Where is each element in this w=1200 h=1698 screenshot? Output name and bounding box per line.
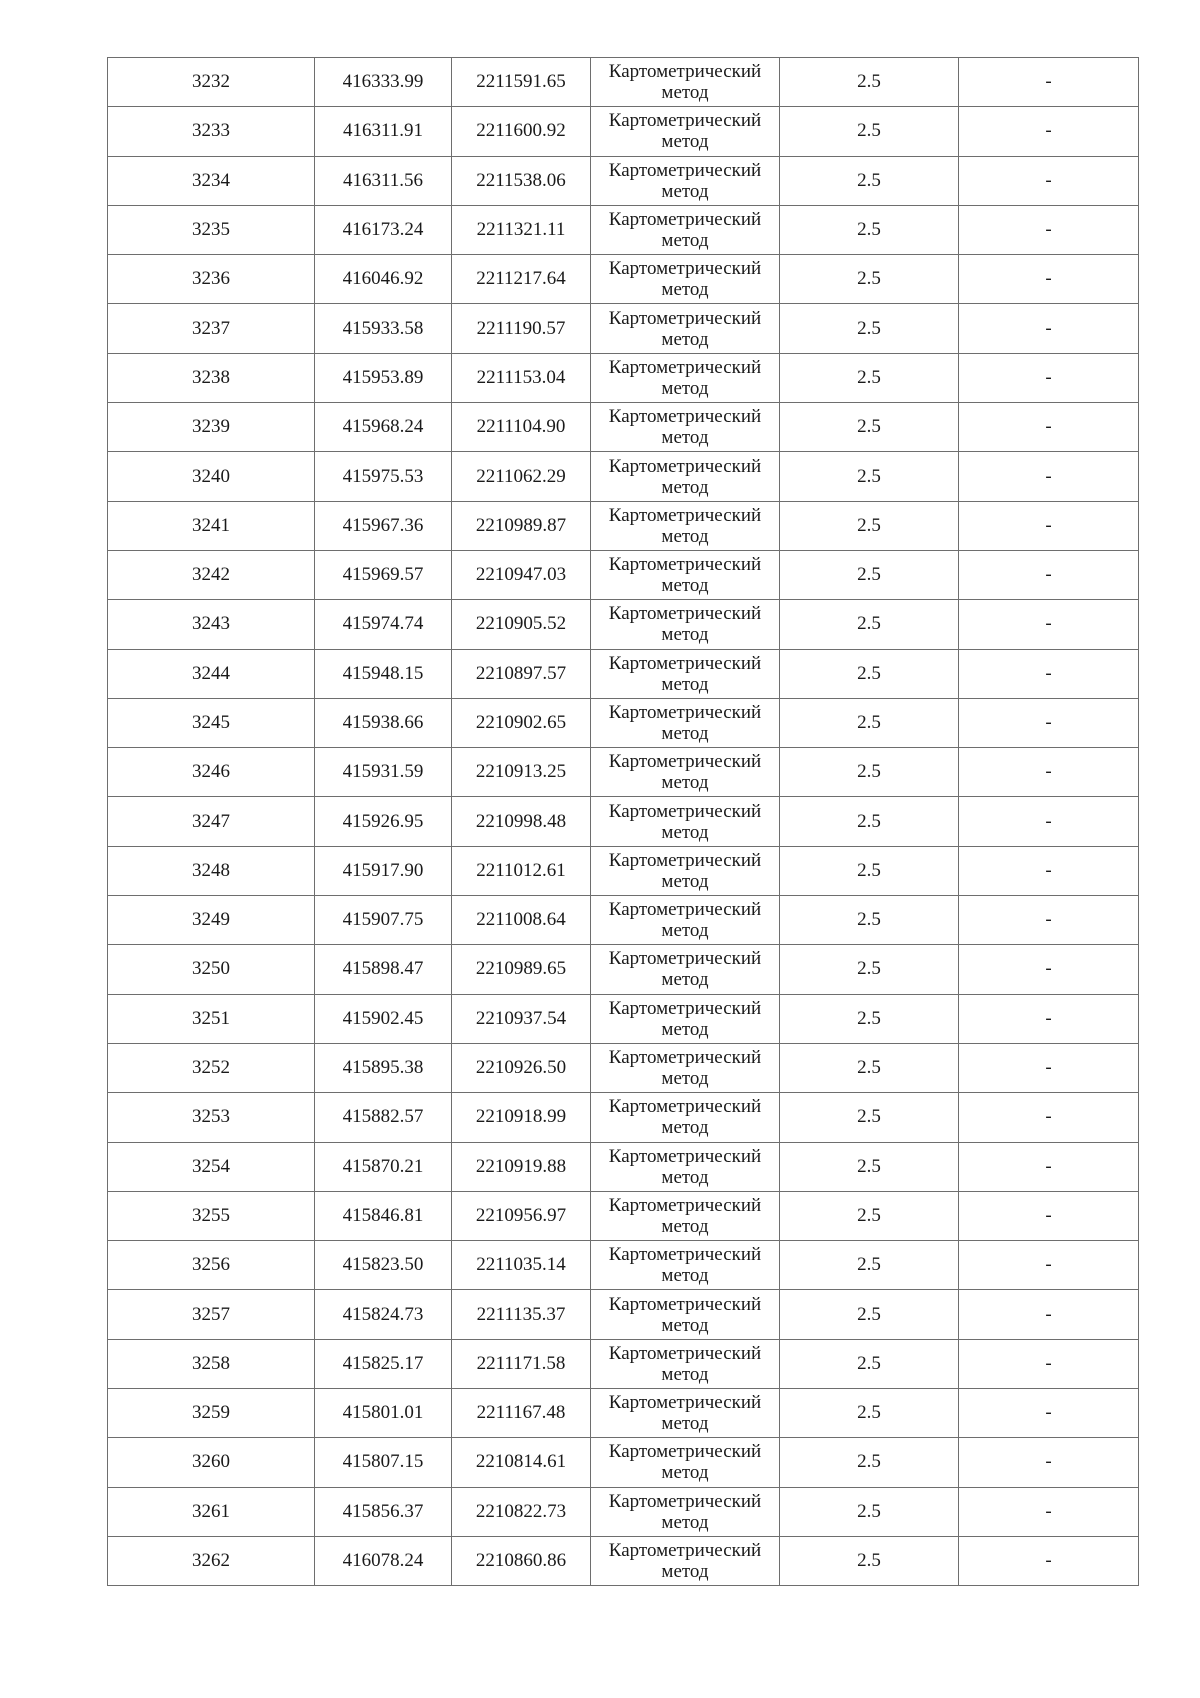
method-line-1: Картометрический — [608, 455, 762, 477]
point-number-cell: 3237 — [108, 304, 315, 353]
note-cell: - — [959, 846, 1139, 895]
note-cell: - — [959, 550, 1139, 599]
y-coordinate-cell: 2210947.03 — [452, 550, 591, 599]
point-number-cell: 3255 — [108, 1191, 315, 1240]
method-line-1: Картометрический — [608, 209, 762, 231]
table-row — [108, 156, 1139, 205]
y-coordinate-cell: 2210902.65 — [452, 698, 591, 747]
method-cell — [591, 58, 780, 107]
x-coordinate-cell: 416311.56 — [315, 156, 452, 205]
table-row — [108, 698, 1139, 747]
method-cell — [591, 1536, 780, 1585]
table-row — [108, 1438, 1139, 1487]
accuracy-cell: 2.5 — [780, 1536, 959, 1585]
accuracy-cell: 2.5 — [780, 945, 959, 994]
method-line-2: метод — [661, 525, 709, 547]
accuracy-cell: 2.5 — [780, 58, 959, 107]
point-number-cell: 3239 — [108, 403, 315, 452]
method-line-2: метод — [661, 1314, 709, 1336]
method-line-2: метод — [661, 821, 709, 843]
method-line-2: метод — [661, 624, 709, 646]
method-line-2: метод — [661, 1166, 709, 1188]
table-row — [108, 1487, 1139, 1536]
method-line-1: Картометрический — [608, 356, 762, 378]
method-line-2: метод — [661, 969, 709, 991]
x-coordinate-cell: 415856.37 — [315, 1487, 452, 1536]
method-line-1: Картометрический — [608, 406, 762, 428]
y-coordinate-cell: 2211600.92 — [452, 107, 591, 156]
table-row — [108, 452, 1139, 501]
method-line-1: Картометрический — [608, 1441, 762, 1463]
accuracy-cell: 2.5 — [780, 501, 959, 550]
method-cell — [591, 1290, 780, 1339]
note-cell: - — [959, 600, 1139, 649]
accuracy-cell: 2.5 — [780, 205, 959, 254]
y-coordinate-cell: 2210913.25 — [452, 748, 591, 797]
table-row — [108, 255, 1139, 304]
point-number-cell: 3253 — [108, 1093, 315, 1142]
accuracy-cell: 2.5 — [780, 1339, 959, 1388]
y-coordinate-cell: 2210926.50 — [452, 1043, 591, 1092]
point-number-cell: 3249 — [108, 896, 315, 945]
accuracy-cell: 2.5 — [780, 994, 959, 1043]
table-row — [108, 797, 1139, 846]
method-line-1: Картометрический — [608, 899, 762, 921]
x-coordinate-cell: 415898.47 — [315, 945, 452, 994]
x-coordinate-cell: 415824.73 — [315, 1290, 452, 1339]
method-line-2: метод — [661, 723, 709, 744]
note-cell: - — [959, 797, 1139, 846]
x-coordinate-cell: 416311.91 — [315, 107, 452, 156]
table-row — [108, 107, 1139, 156]
method-line-1: Картометрический — [608, 1194, 762, 1216]
x-coordinate-cell: 416333.99 — [315, 58, 452, 107]
method-line-1: Картометрический — [608, 307, 762, 329]
method-line-1: Картометрический — [608, 1342, 762, 1364]
x-coordinate-cell: 415948.15 — [315, 649, 452, 698]
accuracy-cell: 2.5 — [780, 649, 959, 698]
point-number-cell: 3241 — [108, 501, 315, 550]
method-cell — [591, 1389, 780, 1438]
accuracy-cell: 2.5 — [780, 1093, 959, 1142]
method-line-1: Картометрический — [608, 997, 762, 1019]
note-cell: - — [959, 255, 1139, 304]
method-cell — [591, 1142, 780, 1191]
point-number-cell: 3258 — [108, 1339, 315, 1388]
table-row — [108, 1142, 1139, 1191]
method-line-1: Картометрический — [608, 61, 762, 83]
accuracy-cell: 2.5 — [780, 1438, 959, 1487]
note-cell: - — [959, 403, 1139, 452]
method-line-1: Картометрический — [608, 258, 762, 280]
note-cell: - — [959, 1389, 1139, 1438]
method-line-1: Картометрический — [608, 159, 762, 181]
note-cell: - — [959, 58, 1139, 107]
x-coordinate-cell: 416078.24 — [315, 1536, 452, 1585]
note-cell: - — [959, 896, 1139, 945]
x-coordinate-cell: 415825.17 — [315, 1339, 452, 1388]
table-row — [108, 501, 1139, 550]
x-coordinate-cell: 415969.57 — [315, 550, 452, 599]
x-coordinate-cell: 415807.15 — [315, 1438, 452, 1487]
note-cell: - — [959, 304, 1139, 353]
x-coordinate-cell: 416046.92 — [315, 255, 452, 304]
point-number-cell: 3246 — [108, 748, 315, 797]
accuracy-cell: 2.5 — [780, 403, 959, 452]
accuracy-cell: 2.5 — [780, 107, 959, 156]
method-line-1: Картометрический — [608, 652, 762, 674]
x-coordinate-cell: 415823.50 — [315, 1241, 452, 1290]
note-cell: - — [959, 1142, 1139, 1191]
note-cell: - — [959, 205, 1139, 254]
method-cell — [591, 649, 780, 698]
y-coordinate-cell: 2210989.65 — [452, 945, 591, 994]
method-line-1: Картометрический — [608, 1540, 762, 1562]
y-coordinate-cell: 2211153.04 — [452, 353, 591, 402]
method-line-2: метод — [661, 920, 709, 942]
point-number-cell: 3254 — [108, 1142, 315, 1191]
method-cell — [591, 994, 780, 1043]
method-line-1: Картометрический — [608, 554, 762, 576]
note-cell: - — [959, 698, 1139, 747]
method-cell — [591, 255, 780, 304]
note-cell: - — [959, 1339, 1139, 1388]
x-coordinate-cell: 415902.45 — [315, 994, 452, 1043]
x-coordinate-cell: 415882.57 — [315, 1093, 452, 1142]
method-line-2: метод — [661, 1215, 709, 1237]
table-row — [108, 403, 1139, 452]
point-number-cell: 3259 — [108, 1389, 315, 1438]
method-line-1: Картометрический — [608, 948, 762, 970]
table-row — [108, 304, 1139, 353]
method-cell — [591, 1487, 780, 1536]
x-coordinate-cell: 415975.53 — [315, 452, 452, 501]
y-coordinate-cell: 2211171.58 — [452, 1339, 591, 1388]
accuracy-cell: 2.5 — [780, 698, 959, 747]
method-cell — [591, 403, 780, 452]
y-coordinate-cell: 2210860.86 — [452, 1536, 591, 1585]
method-line-1: Картометрический — [608, 702, 762, 723]
x-coordinate-cell: 415870.21 — [315, 1142, 452, 1191]
x-coordinate-cell: 415933.58 — [315, 304, 452, 353]
accuracy-cell: 2.5 — [780, 255, 959, 304]
method-line-2: метод — [661, 870, 709, 892]
accuracy-cell: 2.5 — [780, 1142, 959, 1191]
note-cell: - — [959, 1438, 1139, 1487]
method-line-1: Картометрический — [608, 1392, 762, 1414]
y-coordinate-cell: 2211217.64 — [452, 255, 591, 304]
accuracy-cell: 2.5 — [780, 846, 959, 895]
note-cell: - — [959, 945, 1139, 994]
method-line-2: метод — [661, 1265, 709, 1287]
x-coordinate-cell: 416173.24 — [315, 205, 452, 254]
y-coordinate-cell: 2211135.37 — [452, 1290, 591, 1339]
accuracy-cell: 2.5 — [780, 452, 959, 501]
method-line-1: Картометрический — [608, 800, 762, 822]
note-cell: - — [959, 649, 1139, 698]
y-coordinate-cell: 2211008.64 — [452, 896, 591, 945]
table-row — [108, 896, 1139, 945]
y-coordinate-cell: 2210937.54 — [452, 994, 591, 1043]
method-cell — [591, 1438, 780, 1487]
method-cell — [591, 945, 780, 994]
point-number-cell: 3250 — [108, 945, 315, 994]
method-cell — [591, 797, 780, 846]
method-line-2: метод — [661, 1511, 709, 1533]
note-cell: - — [959, 994, 1139, 1043]
y-coordinate-cell: 2211190.57 — [452, 304, 591, 353]
accuracy-cell: 2.5 — [780, 550, 959, 599]
y-coordinate-cell: 2210919.88 — [452, 1142, 591, 1191]
accuracy-cell: 2.5 — [780, 1043, 959, 1092]
method-line-1: Картометрический — [608, 1490, 762, 1512]
method-line-1: Картометрический — [608, 603, 762, 625]
accuracy-cell: 2.5 — [780, 1290, 959, 1339]
table-row — [108, 550, 1139, 599]
accuracy-cell: 2.5 — [780, 156, 959, 205]
table-row — [108, 1043, 1139, 1092]
x-coordinate-cell: 415907.75 — [315, 896, 452, 945]
point-number-cell: 3251 — [108, 994, 315, 1043]
table-row — [108, 1339, 1139, 1388]
method-line-2: метод — [661, 230, 709, 252]
x-coordinate-cell: 415968.24 — [315, 403, 452, 452]
method-line-2: метод — [661, 1462, 709, 1484]
table-row — [108, 945, 1139, 994]
method-line-1: Картометрический — [608, 1293, 762, 1315]
point-number-cell: 3245 — [108, 698, 315, 747]
method-cell — [591, 1191, 780, 1240]
method-cell — [591, 896, 780, 945]
method-cell — [591, 600, 780, 649]
method-line-2: метод — [661, 673, 709, 695]
method-line-1: Картометрический — [608, 1145, 762, 1167]
note-cell: - — [959, 107, 1139, 156]
note-cell: - — [959, 748, 1139, 797]
point-number-cell: 3247 — [108, 797, 315, 846]
y-coordinate-cell: 2211035.14 — [452, 1241, 591, 1290]
accuracy-cell: 2.5 — [780, 896, 959, 945]
point-number-cell: 3236 — [108, 255, 315, 304]
method-cell — [591, 156, 780, 205]
table-row — [108, 1536, 1139, 1585]
table-row — [108, 1191, 1139, 1240]
x-coordinate-cell: 415917.90 — [315, 846, 452, 895]
method-line-1: Картометрический — [608, 1096, 762, 1118]
table-row — [108, 1241, 1139, 1290]
coordinates-table-body — [108, 58, 1139, 1586]
method-cell — [591, 550, 780, 599]
y-coordinate-cell: 2211104.90 — [452, 403, 591, 452]
y-coordinate-cell: 2211167.48 — [452, 1389, 591, 1438]
x-coordinate-cell: 415953.89 — [315, 353, 452, 402]
y-coordinate-cell: 2211321.11 — [452, 205, 591, 254]
x-coordinate-cell: 415938.66 — [315, 698, 452, 747]
method-cell — [591, 107, 780, 156]
accuracy-cell: 2.5 — [780, 600, 959, 649]
y-coordinate-cell: 2210989.87 — [452, 501, 591, 550]
method-line-1: Картометрический — [608, 504, 762, 526]
y-coordinate-cell: 2211538.06 — [452, 156, 591, 205]
point-number-cell: 3252 — [108, 1043, 315, 1092]
method-line-2: метод — [661, 180, 709, 202]
method-line-1: Картометрический — [608, 1047, 762, 1069]
accuracy-cell: 2.5 — [780, 797, 959, 846]
coordinates-table — [107, 57, 1139, 1586]
method-line-2: метод — [661, 1117, 709, 1139]
method-cell — [591, 452, 780, 501]
accuracy-cell: 2.5 — [780, 1191, 959, 1240]
method-cell — [591, 846, 780, 895]
table-row — [108, 846, 1139, 895]
method-line-2: метод — [661, 1413, 709, 1435]
y-coordinate-cell: 2210814.61 — [452, 1438, 591, 1487]
table-row — [108, 58, 1139, 107]
table-row — [108, 600, 1139, 649]
accuracy-cell: 2.5 — [780, 1241, 959, 1290]
y-coordinate-cell: 2211591.65 — [452, 58, 591, 107]
method-cell — [591, 1241, 780, 1290]
y-coordinate-cell: 2211062.29 — [452, 452, 591, 501]
method-cell — [591, 698, 780, 747]
method-line-2: метод — [661, 575, 709, 597]
note-cell: - — [959, 1536, 1139, 1585]
method-cell — [591, 1339, 780, 1388]
method-cell — [591, 748, 780, 797]
point-number-cell: 3233 — [108, 107, 315, 156]
note-cell: - — [959, 1043, 1139, 1092]
point-number-cell: 3243 — [108, 600, 315, 649]
method-line-2: метод — [661, 1068, 709, 1090]
point-number-cell: 3235 — [108, 205, 315, 254]
point-number-cell: 3256 — [108, 1241, 315, 1290]
method-line-2: метод — [661, 1363, 709, 1385]
note-cell: - — [959, 1290, 1139, 1339]
method-line-2: метод — [661, 82, 709, 104]
point-number-cell: 3234 — [108, 156, 315, 205]
method-line-2: метод — [661, 1561, 709, 1583]
note-cell: - — [959, 156, 1139, 205]
x-coordinate-cell: 415974.74 — [315, 600, 452, 649]
note-cell: - — [959, 1241, 1139, 1290]
note-cell: - — [959, 1093, 1139, 1142]
method-line-1: Картометрический — [608, 1244, 762, 1266]
method-cell — [591, 353, 780, 402]
x-coordinate-cell: 415846.81 — [315, 1191, 452, 1240]
y-coordinate-cell: 2210897.57 — [452, 649, 591, 698]
x-coordinate-cell: 415801.01 — [315, 1389, 452, 1438]
note-cell: - — [959, 353, 1139, 402]
method-line-2: метод — [661, 427, 709, 449]
table-row — [108, 748, 1139, 797]
y-coordinate-cell: 2210822.73 — [452, 1487, 591, 1536]
x-coordinate-cell: 415931.59 — [315, 748, 452, 797]
method-line-2: метод — [661, 328, 709, 350]
method-cell — [591, 304, 780, 353]
table-row — [108, 649, 1139, 698]
method-line-1: Картометрический — [608, 849, 762, 871]
note-cell: - — [959, 1487, 1139, 1536]
table-row — [108, 205, 1139, 254]
method-cell — [591, 1043, 780, 1092]
accuracy-cell: 2.5 — [780, 353, 959, 402]
table-row — [108, 1093, 1139, 1142]
method-line-2: метод — [661, 279, 709, 301]
method-cell — [591, 1093, 780, 1142]
method-line-2: метод — [661, 1018, 709, 1040]
x-coordinate-cell: 415967.36 — [315, 501, 452, 550]
point-number-cell: 3238 — [108, 353, 315, 402]
method-line-2: метод — [661, 772, 709, 794]
y-coordinate-cell: 2210918.99 — [452, 1093, 591, 1142]
accuracy-cell: 2.5 — [780, 748, 959, 797]
table-row — [108, 353, 1139, 402]
note-cell: - — [959, 452, 1139, 501]
y-coordinate-cell: 2210905.52 — [452, 600, 591, 649]
x-coordinate-cell: 415926.95 — [315, 797, 452, 846]
note-cell: - — [959, 1191, 1139, 1240]
point-number-cell: 3261 — [108, 1487, 315, 1536]
accuracy-cell: 2.5 — [780, 1389, 959, 1438]
point-number-cell: 3257 — [108, 1290, 315, 1339]
point-number-cell: 3248 — [108, 846, 315, 895]
point-number-cell: 3240 — [108, 452, 315, 501]
table-row — [108, 1389, 1139, 1438]
method-line-1: Картометрический — [608, 110, 762, 132]
x-coordinate-cell: 415895.38 — [315, 1043, 452, 1092]
point-number-cell: 3262 — [108, 1536, 315, 1585]
point-number-cell: 3244 — [108, 649, 315, 698]
y-coordinate-cell: 2210956.97 — [452, 1191, 591, 1240]
point-number-cell: 3242 — [108, 550, 315, 599]
point-number-cell: 3260 — [108, 1438, 315, 1487]
method-cell — [591, 205, 780, 254]
method-cell — [591, 501, 780, 550]
method-line-2: метод — [661, 377, 709, 399]
method-line-1: Картометрический — [608, 751, 762, 773]
y-coordinate-cell: 2210998.48 — [452, 797, 591, 846]
point-number-cell: 3232 — [108, 58, 315, 107]
y-coordinate-cell: 2211012.61 — [452, 846, 591, 895]
method-line-2: метод — [661, 476, 709, 498]
table-row — [108, 994, 1139, 1043]
accuracy-cell: 2.5 — [780, 1487, 959, 1536]
accuracy-cell: 2.5 — [780, 304, 959, 353]
note-cell: - — [959, 501, 1139, 550]
table-row — [108, 1290, 1139, 1339]
method-line-2: метод — [661, 131, 709, 153]
